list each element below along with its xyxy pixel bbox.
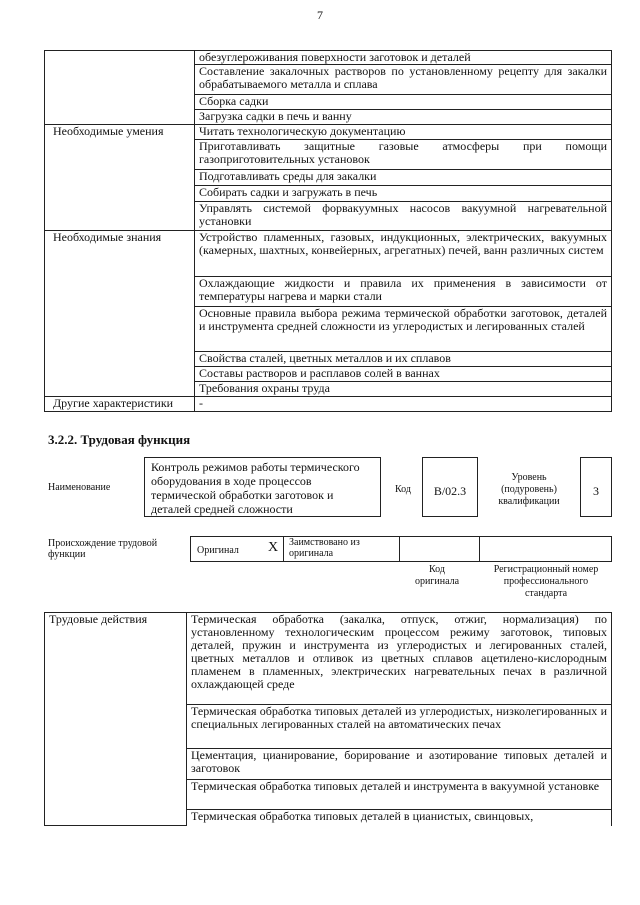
- row-head-cell: [45, 51, 195, 125]
- code-label: Код: [395, 484, 411, 495]
- divider: [283, 537, 284, 561]
- table-cell: Составление закалочных растворов по установленному рецепту для закалки обрабатываемого металла и сплава: [195, 65, 612, 95]
- original-code-caption: Код оригинала: [414, 564, 460, 587]
- knowledge-head-cell: Необходимые знания: [45, 231, 195, 397]
- table-row: [45, 125, 612, 140]
- table-cell: Собирать садки и загружать в печь: [195, 186, 612, 202]
- table-cell: Управлять системой форвакуумных насосов вакуумной нагревательной установки: [195, 202, 612, 231]
- table-cell: Читать технологическую документацию: [195, 125, 612, 140]
- table-cell: Загрузка садки в печь и ванну: [195, 110, 612, 125]
- original-mark: X: [268, 540, 279, 555]
- table-cell: Составы растворов и расплавов солей в ваннах: [195, 367, 612, 382]
- skills-knowledge-table: [44, 50, 612, 412]
- section-heading: 3.2.2. Трудовая функция: [48, 432, 191, 447]
- function-name-box: Контроль режимов работы термического оборудования в ходе процессов термической обработки заготовок и деталей средней сложности: [144, 457, 381, 517]
- table-cell: Термическая обработка типовых деталей в цианистых, свинцовых,: [187, 810, 612, 826]
- table-cell: Термическая обработка (закалка, отпуск, отжиг, нормализация) по установленному технологическим процессом режиму заготовок, типовых деталей, пружин и инструмента из углеродистых и легированных сталей, цветных металлов и отливок из цветных сплавов ацетилено-кислородным пламенем в пламенных, электрических нагревательных печах в различной охлаждающей среде: [187, 613, 612, 705]
- table-row: [45, 51, 612, 65]
- table-row: [45, 397, 612, 412]
- table-cell: Приготавливать защитные газовые атмосферы при помощи газоприготовительных установок: [195, 140, 612, 170]
- origin-label: Происхождение трудовой функции: [48, 538, 158, 560]
- registration-number-caption: Регистрационный номер профессионального стандарта: [493, 564, 599, 599]
- table-row: [45, 613, 612, 705]
- function-code-box: B/02.3: [422, 457, 478, 517]
- original-label: Оригинал: [197, 545, 239, 556]
- table-cell: Охлаждающие жидкости и правила их применения в зависимости от температуры нагрева и марки стали: [195, 277, 612, 307]
- page-number: 7: [317, 8, 323, 22]
- table-cell: Подготавливать среды для закалки: [195, 170, 612, 186]
- origin-row: [190, 536, 612, 562]
- name-label: Наименование: [48, 482, 111, 493]
- labor-actions-head-cell: Трудовые действия: [45, 613, 187, 826]
- table-row: [45, 231, 612, 277]
- table-cell: Термическая обработка типовых деталей из углеродистых, низколегированных и специальных легированных сталей на автоматических печах: [187, 705, 612, 749]
- level-box: 3: [580, 457, 612, 517]
- table-cell: Цементация, цианирование, борирование и азотирование типовых деталей и заготовок: [187, 749, 612, 780]
- table-cell: Устройство пламенных, газовых, индукционных, электрических, вакуумных (камерных, шахтных, конвейерных, агрегатных) печей, ванн различных систем: [195, 231, 612, 277]
- other-head-cell: Другие характеристики: [45, 397, 195, 412]
- table-cell: -: [195, 397, 612, 412]
- table-cell: Требования охраны труда: [195, 382, 612, 397]
- level-label: Уровень (подуровень) квалификации: [498, 472, 560, 507]
- divider: [399, 537, 400, 561]
- table-cell: обезуглероживания поверхности заготовок и деталей: [195, 51, 612, 65]
- table-cell: Термическая обработка типовых деталей и инструмента в вакуумной установке: [187, 780, 612, 810]
- table-cell: Сборка садки: [195, 95, 612, 110]
- borrowed-label: Заимствовано из оригинала: [289, 537, 360, 559]
- table-cell: Основные правила выбора режима термической обработки заготовок, деталей и инструмента средней сложности из углеродистых и легированных сталей: [195, 307, 612, 352]
- divider: [479, 537, 480, 561]
- labor-actions-table: [44, 612, 612, 826]
- table-cell: Свойства сталей, цветных металлов и их сплавов: [195, 352, 612, 367]
- skills-head-cell: Необходимые умения: [45, 125, 195, 231]
